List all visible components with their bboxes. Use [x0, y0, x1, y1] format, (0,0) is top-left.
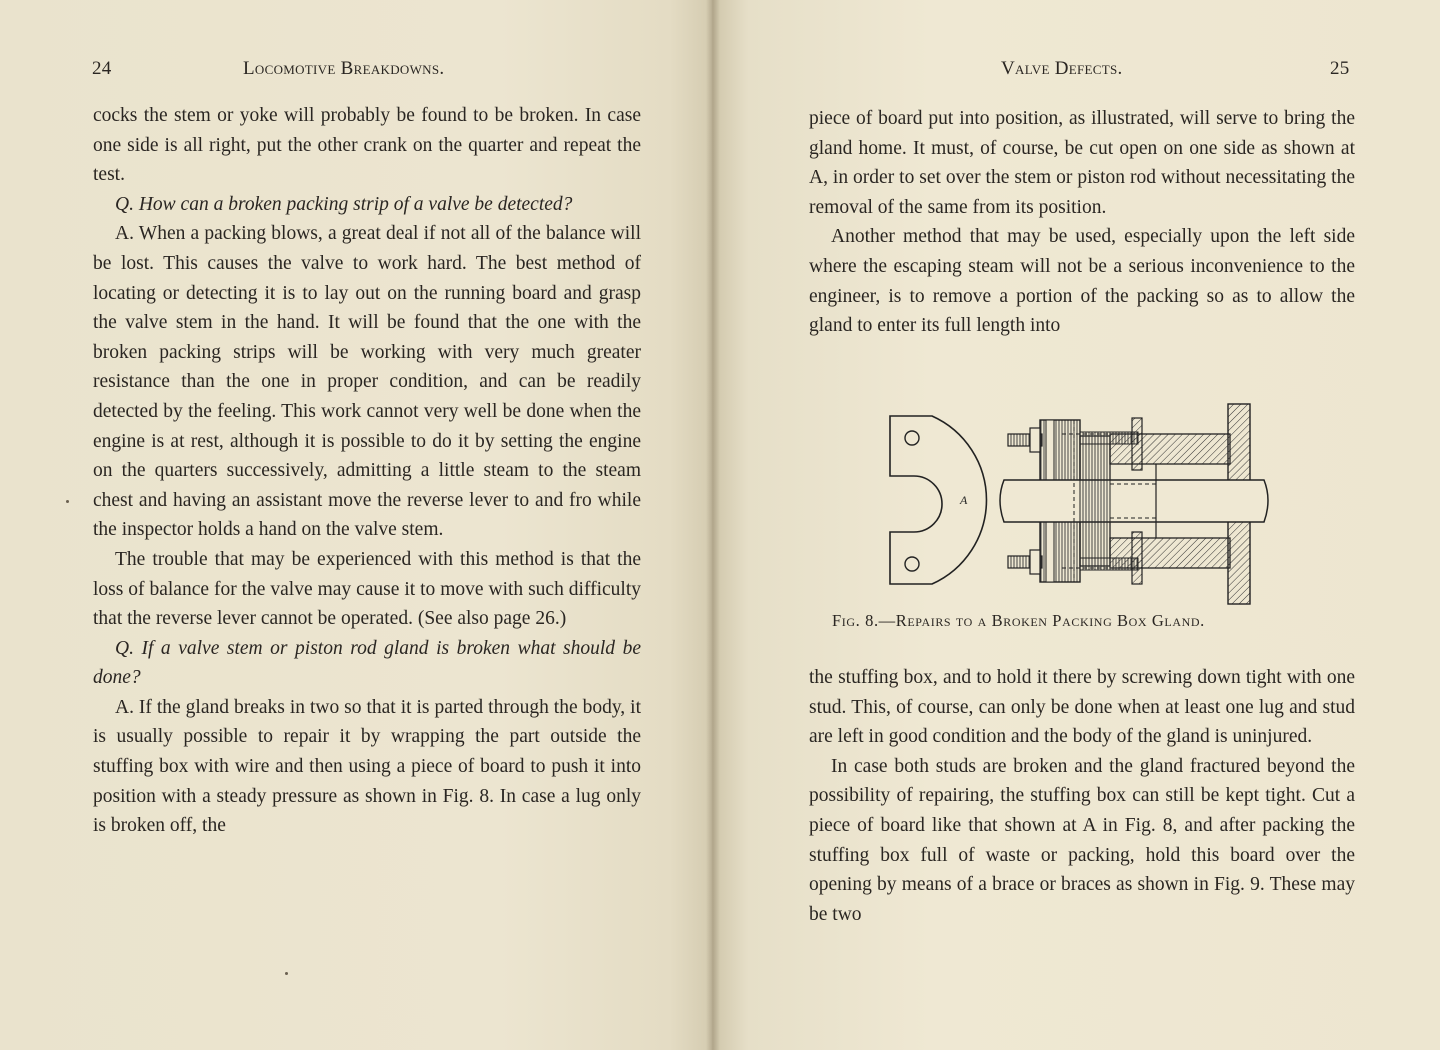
paragraph: The trouble that may be experienced with this method is that the loss of balance for the valve may cause it to move with such difficulty that the reverse lever cannot be operated. (See also page 26.)	[93, 548, 641, 630]
right-page-number: 25	[1330, 58, 1350, 79]
book-gutter	[706, 0, 720, 1050]
right-page	[712, 0, 1440, 1050]
paragraph: Another method that may be used, especially upon the left side where the escaping steam will not be a serious inconvenience to the engineer, is to remove a portion of the packing so as to allow the gland to enter its full length into	[809, 226, 1355, 337]
paragraph: the stuffing box, and to hold it there by screwing down tight with one stud. This, of course, can only be done when at least one lug and stud are left in good condition and the body of the gland is uninjured.	[809, 667, 1355, 748]
figure-label-a: A	[960, 493, 968, 507]
figure-8	[884, 400, 1284, 608]
left-running-head: Locomotive Breakdowns.	[243, 58, 445, 79]
paragraph: piece of board put into position, as illustrated, will serve to bring the gland home. It must, of course, be cut open on one side as shown at A, in order to set over the stem or piston rod without necessitating the removal of the same from its position.	[809, 108, 1355, 218]
question: Q. If a valve stem or piston rod gland is broken what should be done?	[93, 637, 641, 689]
paragraph: cocks the stem or yoke will probably be found to be broken. In case one side is all right, put the other crank on the quarter and repeat the test.	[93, 105, 641, 186]
figure-caption: Fig. 8.—Repairs to a Broken Packing Box Gland.	[832, 611, 1205, 630]
paragraph: In case both studs are broken and the gland fractured beyond the possibility of repairing, the stuffing box can still be kept tight. Cut a piece of board like that shown at A in Fig. 8, and after packing the stuffing box full of waste or packing, hold this board over the opening by means of a brace or braces as shown in Fig. 9. These may be two	[809, 755, 1355, 925]
right-body-bottom	[809, 663, 1355, 929]
paper-speck	[66, 500, 69, 503]
question: Q. How can a broken packing strip of a valve be detected?	[115, 193, 573, 215]
answer: A. When a packing blows, a great deal if not all of the balance will be lost. This causes the valve to work hard. The best method of locating or detecting it is to lay out on the running board and grasp the valve stem in the hand. It will be found that the one with the broken packing strips will be working with very much greater resistance than the one in proper condition, and can be readily detected by the feeling. This work cannot very well be done when the engine is at rest, although it is possible to do it by setting the engine on the quarters successively, admitting a little steam to the steam chest and having an assistant move the reverse lever to and fro while the inspector holds a hand on the valve stem.	[93, 223, 641, 541]
answer: A. If the gland breaks in two so that it is parted through the body, it is usually possible to repair it by wrapping the part outside the stuffing box with wire and then using a piece of board to push it into position with a steady pressure as shown in Fig. 8. In case a lug only is broken off, the	[93, 696, 641, 837]
left-page-number: 24	[92, 58, 112, 79]
right-running-head: Valve Defects.	[1001, 58, 1123, 79]
right-body-top	[809, 104, 1355, 341]
left-body	[93, 101, 641, 841]
paper-speck	[285, 972, 288, 975]
left-page	[0, 0, 712, 1050]
packing-gland-illustration	[884, 400, 1284, 608]
